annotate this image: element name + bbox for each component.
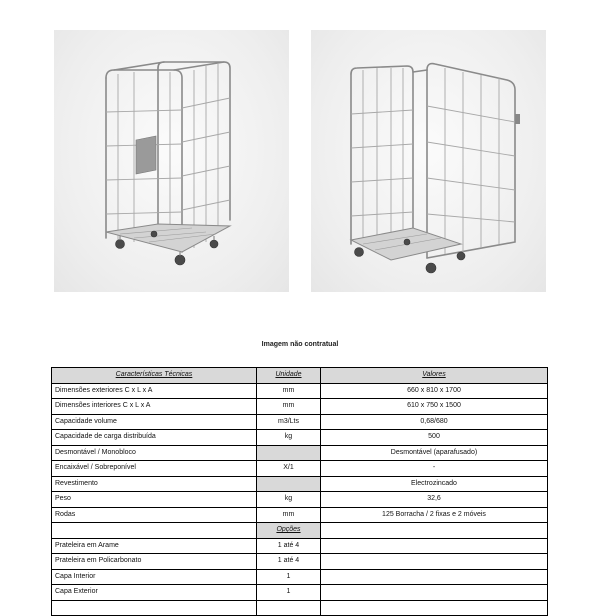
option-value [321, 538, 548, 554]
option-qty: 1 [257, 569, 321, 585]
row-label: Dimensões exteriores C x L x A [52, 383, 257, 399]
row-label: Dimensões interiores C x L x A [52, 399, 257, 415]
option-label: Capa Exterior [52, 585, 257, 601]
row-unit [257, 445, 321, 461]
option-label: Capa Interior [52, 569, 257, 585]
row-value: 610 x 750 x 1500 [321, 399, 548, 415]
roll-container-closed-image [54, 30, 289, 292]
option-label: Prateleira em Arame [52, 538, 257, 554]
row-label: Desmontável / Monobloco [52, 445, 257, 461]
option-row [52, 554, 548, 570]
row-value: 125 Borracha / 2 fixas e 2 móveis [321, 507, 548, 523]
row-unit: m3/Lts [257, 414, 321, 430]
option-value [321, 569, 548, 585]
option-qty: 1 até 4 [257, 538, 321, 554]
row-label: Encaixável / Sobreponível [52, 461, 257, 477]
row-value: Electrozincado [321, 476, 548, 492]
row-label: Capacidade volume [52, 414, 257, 430]
option-row [52, 585, 548, 601]
row-label: Peso [52, 492, 257, 508]
row-unit: mm [257, 383, 321, 399]
technical-specs-table [51, 367, 548, 616]
table-row [52, 445, 548, 461]
header-unit: Unidade [257, 368, 321, 384]
row-value: 500 [321, 430, 548, 446]
row-unit [257, 476, 321, 492]
options-title: Opções [257, 523, 321, 539]
table-row [52, 507, 548, 523]
row-unit: mm [257, 507, 321, 523]
row-unit: X/1 [257, 461, 321, 477]
row-label: Rodas [52, 507, 257, 523]
row-label: Capacidade de carga distribuída [52, 430, 257, 446]
option-qty: 1 [257, 585, 321, 601]
row-value: 32,6 [321, 492, 548, 508]
table-row [52, 414, 548, 430]
table-row [52, 430, 548, 446]
row-unit: kg [257, 430, 321, 446]
option-row [52, 538, 548, 554]
row-value: 660 x 810 x 1700 [321, 383, 548, 399]
table-row [52, 383, 548, 399]
option-qty [257, 600, 321, 616]
roll-container-open-drawing [311, 30, 546, 292]
table-row [52, 399, 548, 415]
option-value [321, 585, 548, 601]
table-row [52, 461, 548, 477]
row-value: Desmontável (aparafusado) [321, 445, 548, 461]
option-label [52, 600, 257, 616]
header-characteristics: Características Técnicas [52, 368, 257, 384]
table-header-row [52, 368, 548, 384]
table-row [52, 492, 548, 508]
roll-container-closed-drawing [54, 30, 289, 292]
options-title-row [52, 523, 548, 539]
options-title-spacer [321, 523, 548, 539]
option-row [52, 569, 548, 585]
row-unit: mm [257, 399, 321, 415]
option-value [321, 600, 548, 616]
image-disclaimer-caption: Imagem não contratual [261, 341, 339, 348]
header-values: Valores [321, 368, 548, 384]
option-value [321, 554, 548, 570]
option-row [52, 600, 548, 616]
roll-container-open-door-image [311, 30, 546, 292]
option-qty: 1 até 4 [257, 554, 321, 570]
row-value: - [321, 461, 548, 477]
row-label: Revestimento [52, 476, 257, 492]
row-value: 0,68/680 [321, 414, 548, 430]
table-row [52, 476, 548, 492]
options-title-spacer [52, 523, 257, 539]
option-label: Prateleira em Policarbonato [52, 554, 257, 570]
row-unit: kg [257, 492, 321, 508]
